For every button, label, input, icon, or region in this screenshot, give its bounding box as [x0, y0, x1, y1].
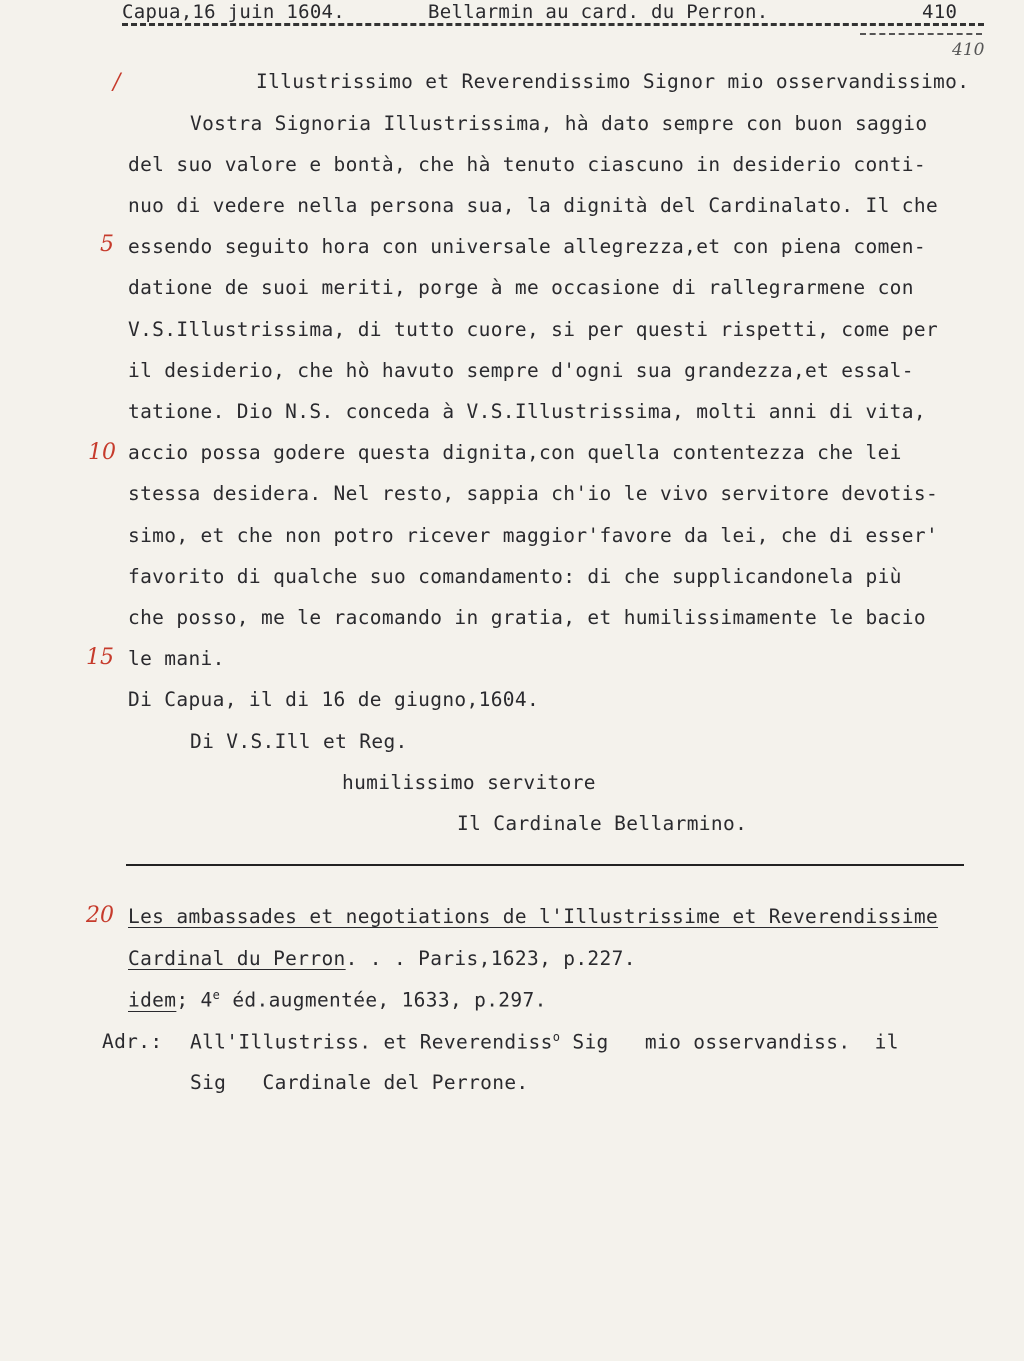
body-line: tatione. Dio N.S. conceda à V.S.Illustrissima, molti anni di vita, — [128, 400, 926, 423]
address-line2: Sig Cardinale del Perrone. — [190, 1071, 529, 1094]
idem-details: éd.augmentée, 1633, p.297. — [220, 988, 547, 1012]
header-title: Bellarmin au card. du Perron. — [428, 1, 769, 23]
header-dashed-rule-short — [860, 33, 982, 35]
reference-line2 — [128, 947, 636, 970]
body-line: Vostra Signoria Illustrissima, hà dato sempre con buon saggio — [190, 112, 928, 135]
margin-number-1: / — [113, 70, 121, 95]
address-superscript: o — [552, 1030, 561, 1044]
body-line: V.S.Illustrissima, di tutto cuore, si per questi rispetti, come per — [128, 318, 939, 341]
dateline: Di Capua, il di 16 de giugno,1604. — [128, 688, 540, 711]
body-line: nuo di vedere nella persona sua, la dignità del Cardinalato. Il che — [128, 194, 939, 217]
body-line: essendo seguito hora con universale allegrezza,et con piena comen- — [128, 235, 926, 258]
idem-edition: ; 4 — [176, 988, 213, 1012]
body-line: simo, et che non potro ricever maggior'favore da lei, che di esser' — [128, 524, 939, 547]
body-line: accio possa godere questa dignita,con quella contentezza che lei — [128, 441, 902, 464]
reference-title-line1: Les ambassades et negotiations de l'Illustrissime et Reverendissime — [128, 905, 939, 928]
margin-number-20: 20 — [86, 903, 114, 928]
address-line1 — [190, 1030, 899, 1054]
idem-superscript: e — [212, 988, 221, 1002]
address-part-b: Sig mio osservandiss. il — [560, 1030, 899, 1054]
margin-number-10: 10 — [88, 440, 116, 465]
header-dashed-rule — [122, 23, 984, 26]
margin-number-5: 5 — [100, 232, 114, 257]
idem-label: idem — [128, 988, 177, 1012]
closing-formula: Di V.S.Ill et Reg. — [190, 730, 408, 753]
handwritten-page-number: 410 — [952, 40, 985, 60]
body-line: favorito di qualche suo comandamento: di che supplicandonela più — [128, 565, 902, 588]
body-line: le mani. — [128, 647, 225, 670]
idem-line — [128, 988, 547, 1012]
header-page-number: 410 — [922, 1, 958, 23]
separator-rule — [126, 864, 964, 866]
salutation: Illustrissimo et Reverendissimo Signor mio osservandissimo. — [256, 70, 970, 93]
reference-publication: . . . Paris,1623, p.227. — [345, 947, 636, 970]
body-line: datione de suoi meriti, porge à me occasione di rallegrarmene con — [128, 276, 914, 299]
margin-number-15: 15 — [86, 645, 114, 670]
body-line: stessa desidera. Nel resto, sappia ch'io le vivo servitore devotis- — [128, 482, 939, 505]
body-line: del suo valore e bontà, che hà tenuto ciascuno in desiderio conti- — [128, 153, 926, 176]
reference-title-line2: Cardinal du Perron — [128, 947, 346, 970]
body-line: che posso, me le racomando in gratia, et humilissimamente le bacio — [128, 606, 926, 629]
address-part-a: All'Illustriss. et Reverendiss — [190, 1030, 553, 1054]
body-line: il desiderio, che hò havuto sempre d'ogni sua grandezza,et essal- — [128, 359, 914, 382]
signature: Il Cardinale Bellarmino. — [457, 812, 748, 835]
address-label: Adr.: — [102, 1030, 163, 1053]
closing-servitore: humilissimo servitore — [342, 771, 596, 794]
header-date: Capua,16 juin 1604. — [122, 1, 346, 23]
